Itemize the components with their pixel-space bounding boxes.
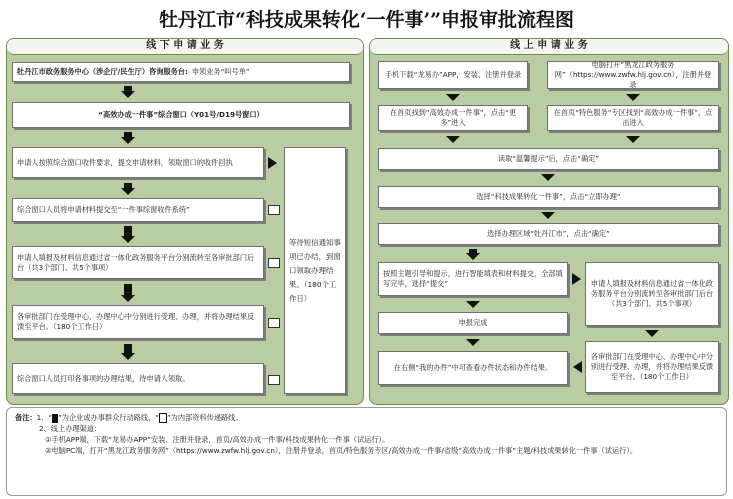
offline-side-note-box: 等待短信通知事项已办结，到窗口领取办理结果。（180个工作日） xyxy=(284,147,346,394)
arrow-right-icon xyxy=(572,273,581,285)
service-desk-box xyxy=(12,62,350,82)
arrow-down-icon xyxy=(121,353,135,360)
offline-step5-box: 综合窗口人员打印各事项的办理结果，待申请人领取。 xyxy=(12,363,264,394)
page-title: 牡丹江市“科技成果转化‘一件事’”申报审批流程图 xyxy=(158,9,575,31)
complete-box: 申报完成 xyxy=(378,312,568,334)
arrow-shaft xyxy=(124,344,132,353)
pc-start-box: 电脑打开“黑龙江政务服务网”（https://www.zwfw.hlj.gov.cn），注册并登录 xyxy=(547,61,719,89)
read-tip-box: 读取“温馨提示”后，点击“确定” xyxy=(378,148,719,170)
online-header: 线 上 申 请 业 务 xyxy=(370,39,728,55)
arrow-down-icon xyxy=(645,330,659,337)
arrow-right-icon xyxy=(268,157,277,169)
window-box: “高效办成一件事”综合窗口（Y01号/D19号窗口） xyxy=(12,102,350,128)
notes-label: 备注： xyxy=(15,413,37,422)
arrow-down-icon xyxy=(466,339,480,346)
arrow-left-icon xyxy=(573,361,582,373)
hollow-arrow-icon xyxy=(159,413,167,423)
arrow-down-icon xyxy=(446,94,460,101)
arrow-down-icon xyxy=(466,301,480,308)
arrow-down-icon xyxy=(121,236,135,243)
arrow-shaft xyxy=(124,226,132,236)
arrow-shaft xyxy=(124,284,132,295)
arrow-down-icon xyxy=(121,137,135,144)
offline-step2-box: 综合窗口人员将申请材料提交至“一件事综窗收件系统” xyxy=(12,198,264,222)
notes-line1-b: ”为企业或办事群众行动路线，“ xyxy=(58,413,159,422)
notes-line1-c: ”为内部资料传递路线。 xyxy=(166,413,243,422)
app-start-box: 手机下载“龙易办”APP，安装、注册并登录 xyxy=(378,61,528,89)
offline-step3-box: 申请人填报及材料信息通过省一体化政务服务平台分别流转至各审批部门后台（共3个部门、共5个事项） xyxy=(12,246,264,279)
notes-line3: ①手机APP端，下载“龙易办APP”安装、注册并登录，首页/高效办成一件事/科技成果转化一件事（试运行）。 xyxy=(45,435,390,444)
hollow-arrow-icon xyxy=(268,258,280,268)
arrow-down-icon xyxy=(626,136,640,143)
arrow-down-icon xyxy=(466,253,480,260)
arrow-down-icon xyxy=(626,94,640,101)
notes-panel xyxy=(6,407,727,496)
arrow-down-icon xyxy=(541,212,555,219)
select-item-box: 选择“科技成果转化一件事”，点击“立即办理” xyxy=(378,186,719,208)
check-box: 在右侧“我的办件”中可查看办件状态和办件结果。 xyxy=(378,351,568,385)
notes-line1 xyxy=(15,412,718,423)
service-desk-note: 申领业务“叫号单” xyxy=(191,67,250,76)
arrow-down-icon xyxy=(541,174,555,181)
offline-step4-box: 各审批部门在受理中心、办理中心中分别进行受理、办理，并将办理结果反馈至平台。（180个工作日） xyxy=(12,305,264,339)
notes-line4: ②电脑PC端，打开“黑龙江政务服务网”（https://www.zwfw.hlj.gov.cn），注册并登录，首页/特色服务专区/高效办成一件事/省级“高效办成一件事”主题/科技成果转化一件事（试运行）。 xyxy=(45,446,638,455)
notes-line2: 2、线上办理渠道： xyxy=(39,424,102,433)
notes-line1-a: 1、“ xyxy=(36,413,53,422)
fill-box: 按照主题引导和提示，进行智能填表和材料提交，全部填写完毕，选择“提交” xyxy=(378,262,568,296)
arrow-down-icon xyxy=(121,91,135,98)
offline-header: 线 下 申 请 业 务 xyxy=(7,39,363,55)
hollow-arrow-icon xyxy=(268,205,280,215)
arrow-down-icon xyxy=(121,188,135,195)
service-desk-label: 牡丹江市政务服务中心（涉企厅/民生厅）咨询服务台: xyxy=(17,67,188,76)
hollow-arrow-icon xyxy=(268,375,280,385)
arrow-down-icon xyxy=(121,295,135,302)
select-area-box: 选择办理区域“牡丹江市”，点击“确定” xyxy=(378,223,719,245)
online-process-box: 各审批部门在受理中心、办理中心中分别进行受理、办理，并将办理结果反馈至平台。（180个工作日） xyxy=(585,341,719,393)
app-find-box: 在首页找到“高效办成一件事”，点击“更多”进入 xyxy=(378,105,528,131)
arrow-down-icon xyxy=(446,136,460,143)
online-flow-box: 申请人填报及材料信息通过省一体化政务服务平台分别流转至各审批部门后台（共3个部门、共5个事项） xyxy=(585,262,719,326)
hollow-arrow-icon xyxy=(268,318,280,328)
pc-find-box: 在首页“特色服务”专区找到“高效办成一件事”，点击进入 xyxy=(547,105,719,131)
offline-step1-box: 申请人按照综合窗口收件要求，提交申请材料，领取窗口的收件回执 xyxy=(12,147,264,178)
